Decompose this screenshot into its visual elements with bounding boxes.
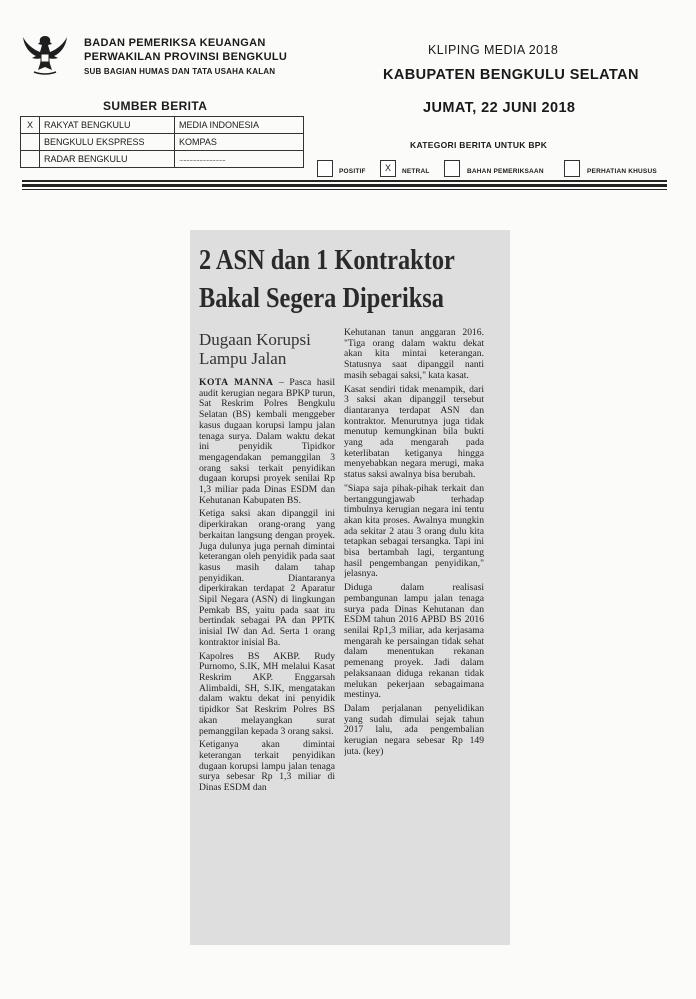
article-subhead: Dugaan Korupsi Lampu Jalan bbox=[199, 330, 311, 368]
category-label-bahan-pemeriksaan: BAHAN PEMERIKSAAN bbox=[467, 168, 544, 175]
source-table bbox=[20, 116, 304, 168]
article-paragraph-text: – Pasca hasil audit kerugian negara BPKP turun, Sat Reskrim Polres Bengkulu Selatan (BS) kembali menggeber kasus dugaan korupsi lampu jalan tenaga surya. Dalam waktu dekat ini penyidik Tipidkor mengagendakan pemanggilan 3 orang saksi terkait penyidikan dugaan korupsi proyek senilai Rp 1,3 miliar pada Dinas ESDM dan Kehutanan Kabupaten BS. bbox=[199, 378, 335, 506]
kliping-title: KLIPING MEDIA 2018 bbox=[428, 43, 559, 57]
source-right: KOMPAS bbox=[175, 134, 304, 151]
article-paragraph bbox=[199, 378, 335, 506]
category-title: KATEGORI BERITA UNTUK BPK bbox=[410, 140, 548, 150]
category-label-positif: POSITIF bbox=[339, 168, 366, 175]
category-checkbox-positif bbox=[317, 160, 333, 177]
region-title: KABUPATEN BENGKULU SELATAN bbox=[383, 67, 639, 83]
source-title: SUMBER BERITA bbox=[103, 99, 208, 113]
article-paragraph: Kasat sendiri tidak menampik, dari 3 saksi akan dipanggil tersebut diantaranya terdapat ASN dan kontraktor. Menurutnya juga tidak menutup kemungkinan bila bukti yang ada mengarah pada keterlibatan ketiganya hingga menyebabkan negara merugi, maka status saksi awalnya bisa berubah. bbox=[344, 383, 484, 481]
category-label-perhatian-khusus: PERHATIAN KHUSUS bbox=[587, 168, 657, 175]
source-left: BENGKULU EKSPRESS bbox=[40, 134, 175, 151]
source-mark bbox=[21, 151, 40, 168]
org-branch: PERWAKILAN PROVINSI BENGKULU bbox=[84, 51, 288, 63]
article-paragraph: Ketiga saksi akan dipanggil ini diperkirakan orang-orang yang berkaitan langsung dengan proyek. Juga dulunya juga pernah dimintai keterangan oleh penyidik pada saat kasus masih dalam tahap penyidikan. Diantaranya diperkirakan terdapat 2 Aparatur Sipil Negara (ASN) di lingkungan Pemkab BS, yaitu pada saat itu bertindak sebagai PA dan PPTK inisial IW dan Ad. Serta 1 orang kontraktor inisial Ba. bbox=[199, 508, 335, 648]
article-paragraph: "Siapa saja pihak-pihak terkait dan bertanggungjawab terhadap timbulnya kerugian negara ini tentu akan kita proses. Awalnya mungkin ada sekitar 2 atau 3 orang dulu kita tetapkan sebagai tersangka. Tapi ini bisa bertambah lagi, tergantung hasil pengembangan penyidikan," jelasnya. bbox=[344, 482, 484, 580]
org-subdivision: SUB BAGIAN HUMAS DAN TATA USAHA KALAN bbox=[84, 67, 276, 76]
source-row bbox=[21, 151, 304, 168]
source-right: MEDIA INDONESIA bbox=[175, 117, 304, 134]
source-left: RAKYAT BENGKULU bbox=[40, 117, 175, 134]
article-headline-line1: 2 ASN dan 1 Kontraktor bbox=[199, 244, 455, 276]
source-mark bbox=[21, 134, 40, 151]
article-paragraph: Kapolres BS AKBP. Rudy Purnomo, S.IK, MH melalui Kasat Reskrim AKP. Enggarsah Alimbaldi, SH, S.IK, mengatakan dalam waktu dekat ini penyidik tipidkor Sat Reskrim Polres BS akan melayangkan surat pemanggilan kepada 3 orang saksi. bbox=[199, 650, 335, 737]
category-checkbox-bahan-pemeriksaan bbox=[444, 160, 460, 177]
article-paragraph: Dalam perjalanan penyelidikan yang sudah dimulai sejak tahun 2017 lalu, ada pengembalian kerugian negara sebesar Rp 149 juta. (key) bbox=[344, 702, 484, 757]
org-name: BADAN PEMERIKSA KEUANGAN bbox=[84, 37, 266, 49]
source-left: RADAR BENGKULU bbox=[40, 151, 175, 168]
header-divider bbox=[22, 180, 667, 182]
article-headline-line2: Bakal Segera Diperiksa bbox=[199, 282, 444, 314]
article-column-1 bbox=[199, 378, 335, 934]
garuda-emblem-icon bbox=[20, 28, 70, 78]
source-mark: X bbox=[21, 117, 40, 134]
article-paragraph: Ketiganya akan dimintai keterangan terkait penyidikan dugaan korupsi lampu jalan tenaga surya sebesar Rp 1,3 miliar di Dinas ESDM dan bbox=[199, 739, 335, 794]
article-dateline: KOTA MANNA bbox=[199, 378, 274, 388]
source-right: ................................ bbox=[175, 151, 304, 168]
article-paragraph: Diduga dalam realisasi pembangunan lampu jalan tenaga surya pada Dinas Kehutanan dan ESDM tahun 2016 APBD BS 2016 senilai Rp1,3 miliar, ada kerjasama mengarah ke persaingan tidak sehat dalam menentukan rekanan pemenang proyek. Jadi dalam pelaksanaan diduga rekanan tidak melukan pekerjaan sebagaimana mestinya. bbox=[344, 582, 484, 701]
article-column-2 bbox=[344, 328, 484, 932]
clipping-date: JUMAT, 22 JUNI 2018 bbox=[423, 100, 576, 116]
category-checkbox-perhatian-khusus bbox=[564, 160, 580, 177]
header-divider bbox=[22, 184, 667, 187]
source-row bbox=[21, 134, 304, 151]
header-divider bbox=[22, 189, 667, 190]
source-row bbox=[21, 117, 304, 134]
category-checkbox-netral: X bbox=[380, 160, 396, 177]
article-paragraph: Kehutanan tanun anggaran 2016. "Tiga orang dalam waktu dekat akan kita mintai keterangan. Statusnya saat dipanggil nanti masih sebagai saksi," kata kasat. bbox=[344, 328, 484, 381]
category-label-netral: NETRAL bbox=[402, 168, 430, 175]
